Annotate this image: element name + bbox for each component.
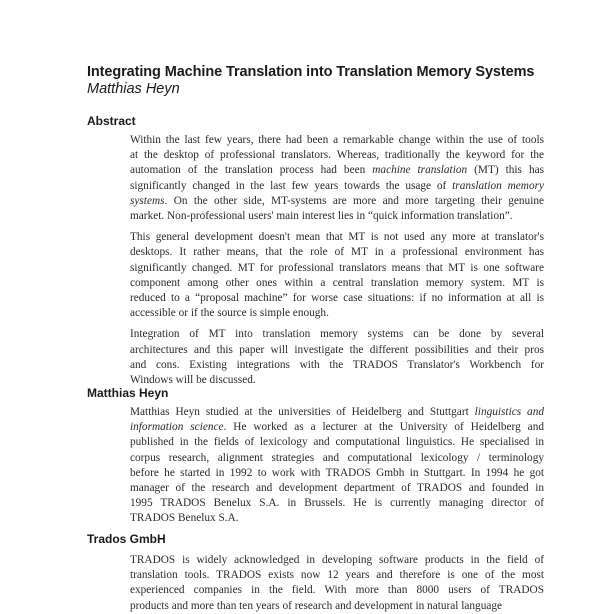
paper-author: Matthias Heyn xyxy=(87,81,180,97)
bio-paragraph xyxy=(130,405,544,527)
text-line: automation of the translation process had been machine translation (MT) this has xyxy=(130,164,544,177)
paper-title: Integrating Machine Translation into Translation Memory Systems xyxy=(87,64,535,80)
text-line: Integration of MT into translation memory systems can be done by several xyxy=(130,328,544,341)
text-line: corpus research, alignment strategies and computational lexicology / terminology xyxy=(130,451,544,464)
text-line: TRADOS is widely acknowledged in developing software products in the field of xyxy=(130,554,544,566)
abstract-section xyxy=(130,133,544,388)
text-line: before he started in 1992 to work with TRADOS Gmbh in Stuttgart. In 1994 he got xyxy=(130,466,544,479)
text-line: experienced companies in the field. With more than 8000 users of TRADOS xyxy=(130,584,544,597)
text-line: reduced to a “proposal machine” for worse case situations: if no information at all is xyxy=(130,292,544,305)
abstract-paragraph-2 xyxy=(130,230,544,321)
text-line: 1995 TRADOS Benelux S.A. in Brussels. He is currently managing director of xyxy=(130,497,544,510)
text-line: information science. He worked as a lecturer at the University of Heidelberg and xyxy=(130,421,544,434)
abstract-paragraph-3 xyxy=(130,327,544,388)
text-line: published in the fields of lexicology and computational linguistics. He specialised in xyxy=(130,436,544,449)
company-heading: Trados GmbH xyxy=(87,532,166,546)
text-line: accessible or if the source is simple enough. xyxy=(130,307,329,320)
bio-section xyxy=(130,405,544,527)
bio-heading: Matthias Heyn xyxy=(87,386,169,400)
text-line: translation tools. TRADOS exists now 12 years and therefore is one of the most xyxy=(130,569,544,582)
text-line: manager of the research and development department of TRADOS and founded in xyxy=(130,482,544,495)
text-line: significantly changed in the last few years towards the usage of translation memory xyxy=(130,179,544,192)
text-line: desktops. It rather means, that the role of MT in a professional environment has xyxy=(130,246,544,259)
text-line: market. Non-professional users' main interest lies in “quick information translation”. xyxy=(130,210,513,223)
text-line: and cons. Existing integrations with the TRADOS Translator's Workbench for xyxy=(130,358,544,371)
company-paragraph xyxy=(130,553,544,614)
text-line: architectures and this paper will investigate the different possibilities and their pros xyxy=(130,343,544,356)
text-line: at the desktop of professional translators. Whereas, traditionally the keyword for the xyxy=(130,149,544,162)
text-line: products and more than ten years of research and development in natural language xyxy=(130,599,503,612)
text-line: Windows will be discussed. xyxy=(130,374,256,387)
text-line: Matthias Heyn studied at the universities of Heidelberg and Stuttgart linguistics and xyxy=(130,406,544,418)
company-section xyxy=(130,553,544,614)
text-line: TRADOS Benelux S.A. xyxy=(130,512,239,525)
text-line: systems. On the other side, MT-systems are more and more targeting their genuine xyxy=(130,194,544,207)
text-line: component among other ones within a central translation memory system. MT is xyxy=(130,276,544,289)
text-line: Within the last few years, there had been a remarkable change within the use of tools xyxy=(130,134,544,146)
text-line: This general development doesn't mean that MT is not used any more at translator's xyxy=(130,231,544,244)
abstract-heading: Abstract xyxy=(87,114,136,128)
text-line: significantly changed. MT for professional translators means that MT is one software xyxy=(130,261,544,274)
abstract-paragraph-1 xyxy=(130,133,544,224)
